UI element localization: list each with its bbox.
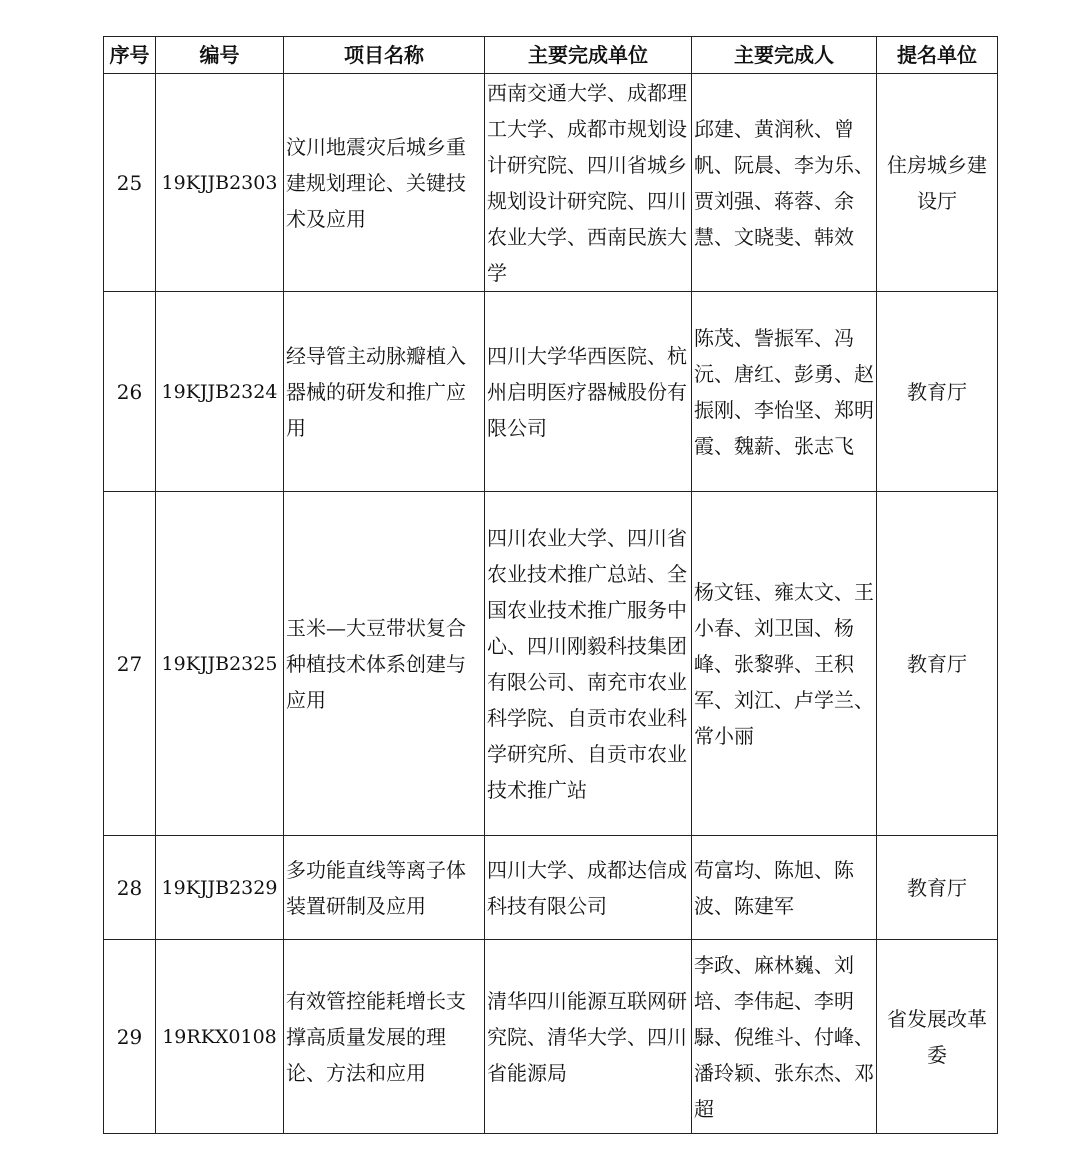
cell-nominator: 教育厅 bbox=[877, 292, 998, 492]
header-people: 主要完成人 bbox=[692, 37, 877, 74]
table-row bbox=[104, 836, 998, 940]
cell-code: 19KJJB2329 bbox=[156, 836, 284, 940]
cell-seq: 29 bbox=[104, 940, 156, 1134]
cell-nominator: 教育厅 bbox=[877, 836, 998, 940]
cell-name: 经导管主动脉瓣植入器械的研发和推广应用 bbox=[284, 292, 485, 492]
header-nominator: 提名单位 bbox=[877, 37, 998, 74]
table-header-row bbox=[104, 37, 998, 74]
cell-unit: 清华四川能源互联网研究院、清华大学、四川省能源局 bbox=[485, 940, 692, 1134]
header-code: 编号 bbox=[156, 37, 284, 74]
cell-people: 陈茂、訾振军、冯沅、唐红、彭勇、赵振刚、李怡坚、郑明霞、魏薪、张志飞 bbox=[692, 292, 877, 492]
cell-code: 19RKX0108 bbox=[156, 940, 284, 1134]
table-row bbox=[104, 492, 998, 836]
cell-people: 李政、麻林巍、刘培、李伟起、李明騄、倪维斗、付峰、潘玲颖、张东杰、邓超 bbox=[692, 940, 877, 1134]
cell-people: 杨文钰、雍太文、王小春、刘卫国、杨峰、张黎骅、王积军、刘江、卢学兰、常小丽 bbox=[692, 492, 877, 836]
cell-seq: 28 bbox=[104, 836, 156, 940]
cell-unit: 四川农业大学、四川省农业技术推广总站、全国农业技术推广服务中心、四川刚毅科技集团有限公司、南充市农业科学院、自贡市农业科学研究所、自贡市农业技术推广站 bbox=[485, 492, 692, 836]
cell-nominator: 教育厅 bbox=[877, 492, 998, 836]
cell-nominator: 住房城乡建设厅 bbox=[877, 74, 998, 292]
cell-people: 苟富均、陈旭、陈波、陈建军 bbox=[692, 836, 877, 940]
table-row bbox=[104, 74, 998, 292]
cell-seq: 27 bbox=[104, 492, 156, 836]
cell-code: 19KJJB2325 bbox=[156, 492, 284, 836]
award-table bbox=[103, 36, 998, 1134]
cell-nominator: 省发展改革委 bbox=[877, 940, 998, 1134]
header-name: 项目名称 bbox=[284, 37, 485, 74]
cell-seq: 26 bbox=[104, 292, 156, 492]
table-row bbox=[104, 292, 998, 492]
cell-unit: 四川大学华西医院、杭州启明医疗器械股份有限公司 bbox=[485, 292, 692, 492]
table-row bbox=[104, 940, 998, 1134]
cell-unit: 西南交通大学、成都理工大学、成都市规划设计研究院、四川省城乡规划设计研究院、四川农业大学、西南民族大学 bbox=[485, 74, 692, 292]
cell-name: 多功能直线等离子体装置研制及应用 bbox=[284, 836, 485, 940]
cell-unit: 四川大学、成都达信成科技有限公司 bbox=[485, 836, 692, 940]
header-unit: 主要完成单位 bbox=[485, 37, 692, 74]
cell-name: 汶川地震灾后城乡重建规划理论、关键技术及应用 bbox=[284, 74, 485, 292]
cell-name: 玉米—大豆带状复合种植技术体系创建与应用 bbox=[284, 492, 485, 836]
header-seq: 序号 bbox=[104, 37, 156, 74]
cell-seq: 25 bbox=[104, 74, 156, 292]
cell-code: 19KJJB2303 bbox=[156, 74, 284, 292]
cell-name: 有效管控能耗增长支撑高质量发展的理论、方法和应用 bbox=[284, 940, 485, 1134]
cell-people: 邱建、黄润秋、曾帆、阮晨、李为乐、贾刘强、蒋蓉、余慧、文晓斐、韩效 bbox=[692, 74, 877, 292]
cell-code: 19KJJB2324 bbox=[156, 292, 284, 492]
